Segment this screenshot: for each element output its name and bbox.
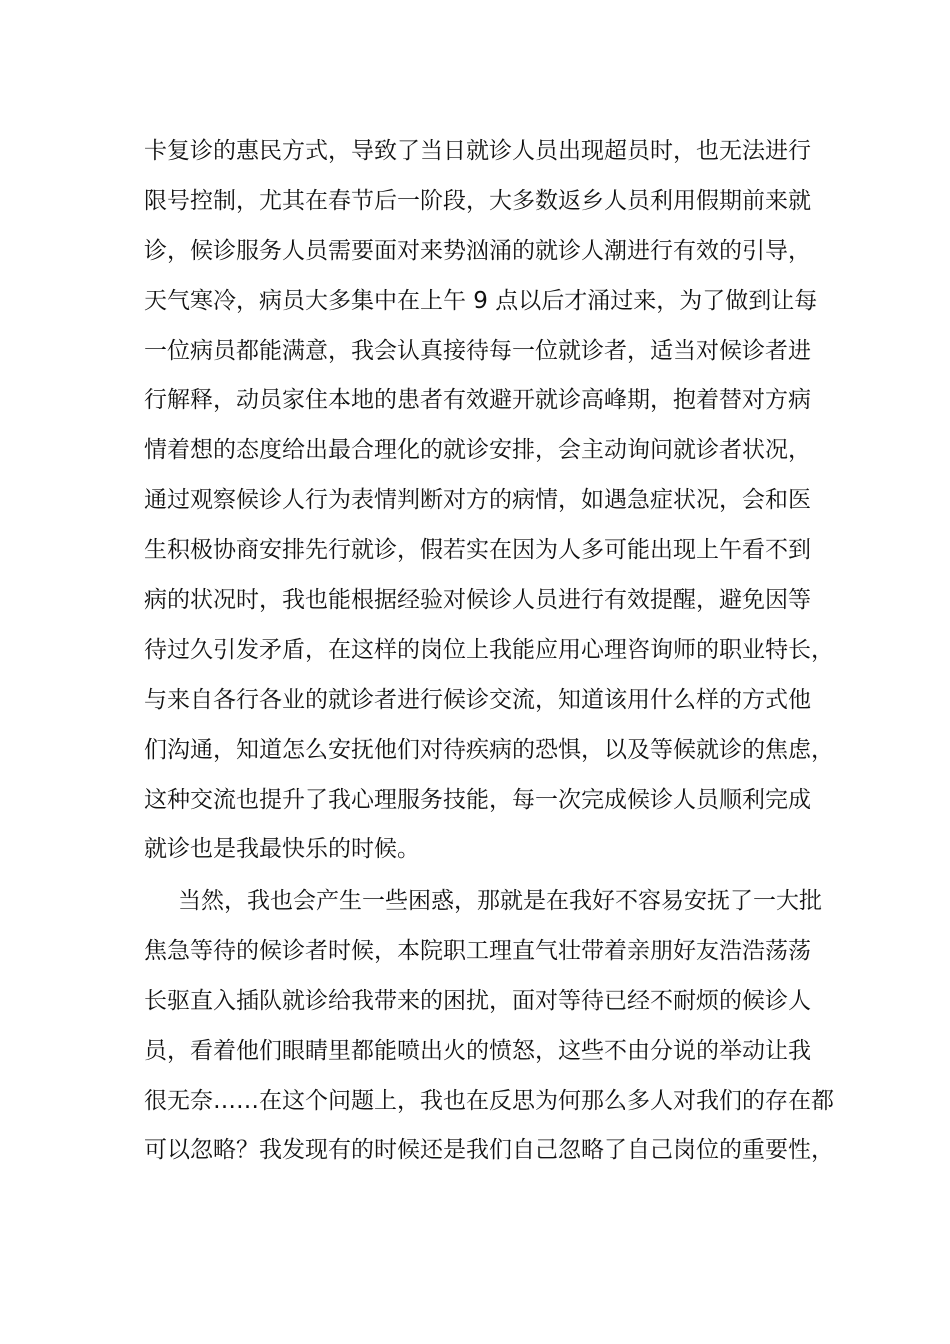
paragraph-1 <box>144 130 834 878</box>
text-line: 限号控制，尤其在春节后一阶段，大多数返乡人员利用假期前来就 <box>144 187 811 214</box>
text-line: 待过久引发矛盾，在这样的岗位上我能应用心理咨询师的职业特长， <box>144 636 834 663</box>
text-line: 很无奈……在这个问题上，我也在反思为何那么多人对我们的存在都 <box>144 1087 834 1114</box>
text-line: 诊，候诊服务人员需要面对来势汹涌的就诊人潮进行有效的引导， <box>144 237 811 264</box>
text-line: 可以忽略？我发现有的时候还是我们自己忽略了自己岗位的重要性， <box>144 1137 834 1164</box>
paragraph-2 <box>144 880 834 1179</box>
text-line: 就诊也是我最快乐的时候。 <box>144 836 420 863</box>
text-line: 卡复诊的惠民方式，导致了当日就诊人员出现超员时，也无法进行 <box>144 138 811 164</box>
text-line: 生积极协商安排先行就诊，假若实在因为人多可能出现上午看不到 <box>144 537 811 564</box>
text-line: 们沟通，知道怎么安抚他们对待疾病的恐惧，以及等候就诊的焦虑， <box>144 736 834 763</box>
text-line: 行解释，动员家住本地的患者有效避开就诊高峰期，抱着替对方病 <box>144 387 811 414</box>
text-line: 这种交流也提升了我心理服务技能，每一次完成候诊人员顺利完成 <box>144 786 811 813</box>
text-line: 当然，我也会产生一些困惑，那就是在我好不容易安抚了一大批 <box>178 888 822 914</box>
text-line: 情着想的态度给出最合理化的就诊安排，会主动询问就诊者状况， <box>144 437 811 464</box>
text-line: 通过观察候诊人行为表情判断对方的病情，如遇急症状况，会和医 <box>144 487 811 514</box>
text-line: 天气寒冷，病员大多集中在上午 9 点以后才涌过来，为了做到让每 <box>144 287 818 314</box>
text-line: 员，看着他们眼睛里都能喷出火的愤怒，这些不由分说的举动让我 <box>144 1037 811 1064</box>
text-line: 与来自各行各业的就诊者进行候诊交流，知道该用什么样的方式他 <box>144 686 811 713</box>
text-line: 一位病员都能满意，我会认真接待每一位就诊者，适当对候诊者进 <box>144 337 811 364</box>
text-line: 焦急等待的候诊者时候，本院职工理直气壮带着亲朋好友浩浩荡荡 <box>144 937 811 964</box>
text-line: 长驱直入插队就诊给我带来的困扰，面对等待已经不耐烦的候诊人 <box>144 987 811 1014</box>
text-line: 病的状况时，我也能根据经验对候诊人员进行有效提醒，避免因等 <box>144 587 811 614</box>
